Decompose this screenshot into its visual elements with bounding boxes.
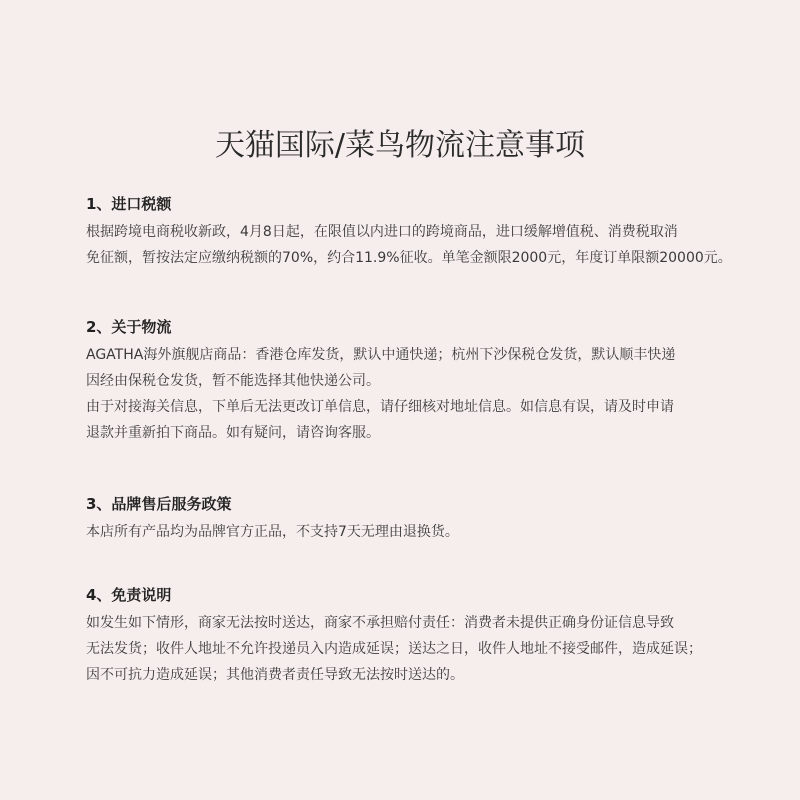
section-logistics [86, 316, 726, 446]
section-heading: 3、品牌售后服务政策 [86, 495, 232, 513]
section-disclaimer [86, 584, 726, 688]
paragraph-line: 无法发货；收件人地址不允许投递员入内造成延误；送达之日，收件人地址不接受邮件，造成延误； [86, 641, 702, 657]
section-after-sales-policy [86, 493, 726, 545]
paragraph-line: 由于对接海关信息，下单后无法更改订单信息，请仔细核对地址信息。如信息有误，请及时申请 [86, 399, 674, 415]
paragraph-line: AGATHA海外旗舰店商品：香港仓库发货，默认中通快递；杭州下沙保税仓发货，默认顺丰快递 [86, 347, 676, 363]
section-heading: 1、进口税额 [86, 195, 172, 213]
page-title: 天猫国际/菜鸟物流注意事项 [214, 128, 586, 164]
paragraph-line: 根据跨境电商税收新政，4月8日起，在限值以内进口的跨境商品，进口缓解增值税、消费税取消 [86, 224, 678, 240]
paragraph-line: 免征额，暂按法定应缴纳税额的70%，约合11.9%征收。单笔金额限2000元，年度订单限额20000元。 [86, 250, 732, 266]
section-heading: 2、关于物流 [86, 318, 172, 336]
paragraph-line: 如发生如下情形，商家无法按时送达，商家不承担赔付责任：消费者未提供正确身份证信息导致 [86, 615, 674, 631]
section-heading: 4、免责说明 [86, 586, 172, 604]
section-import-tax [86, 193, 732, 271]
paragraph-line: 退款并重新拍下商品。如有疑问，请咨询客服。 [86, 425, 380, 441]
paragraph-line: 本店所有产品均为品牌官方正品，不支持7天无理由退换货。 [86, 524, 459, 540]
paragraph-line: 因不可抗力造成延误；其他消费者责任导致无法按时送达的。 [86, 667, 464, 683]
paragraph-line: 因经由保税仓发货，暂不能选择其他快递公司。 [86, 373, 380, 389]
